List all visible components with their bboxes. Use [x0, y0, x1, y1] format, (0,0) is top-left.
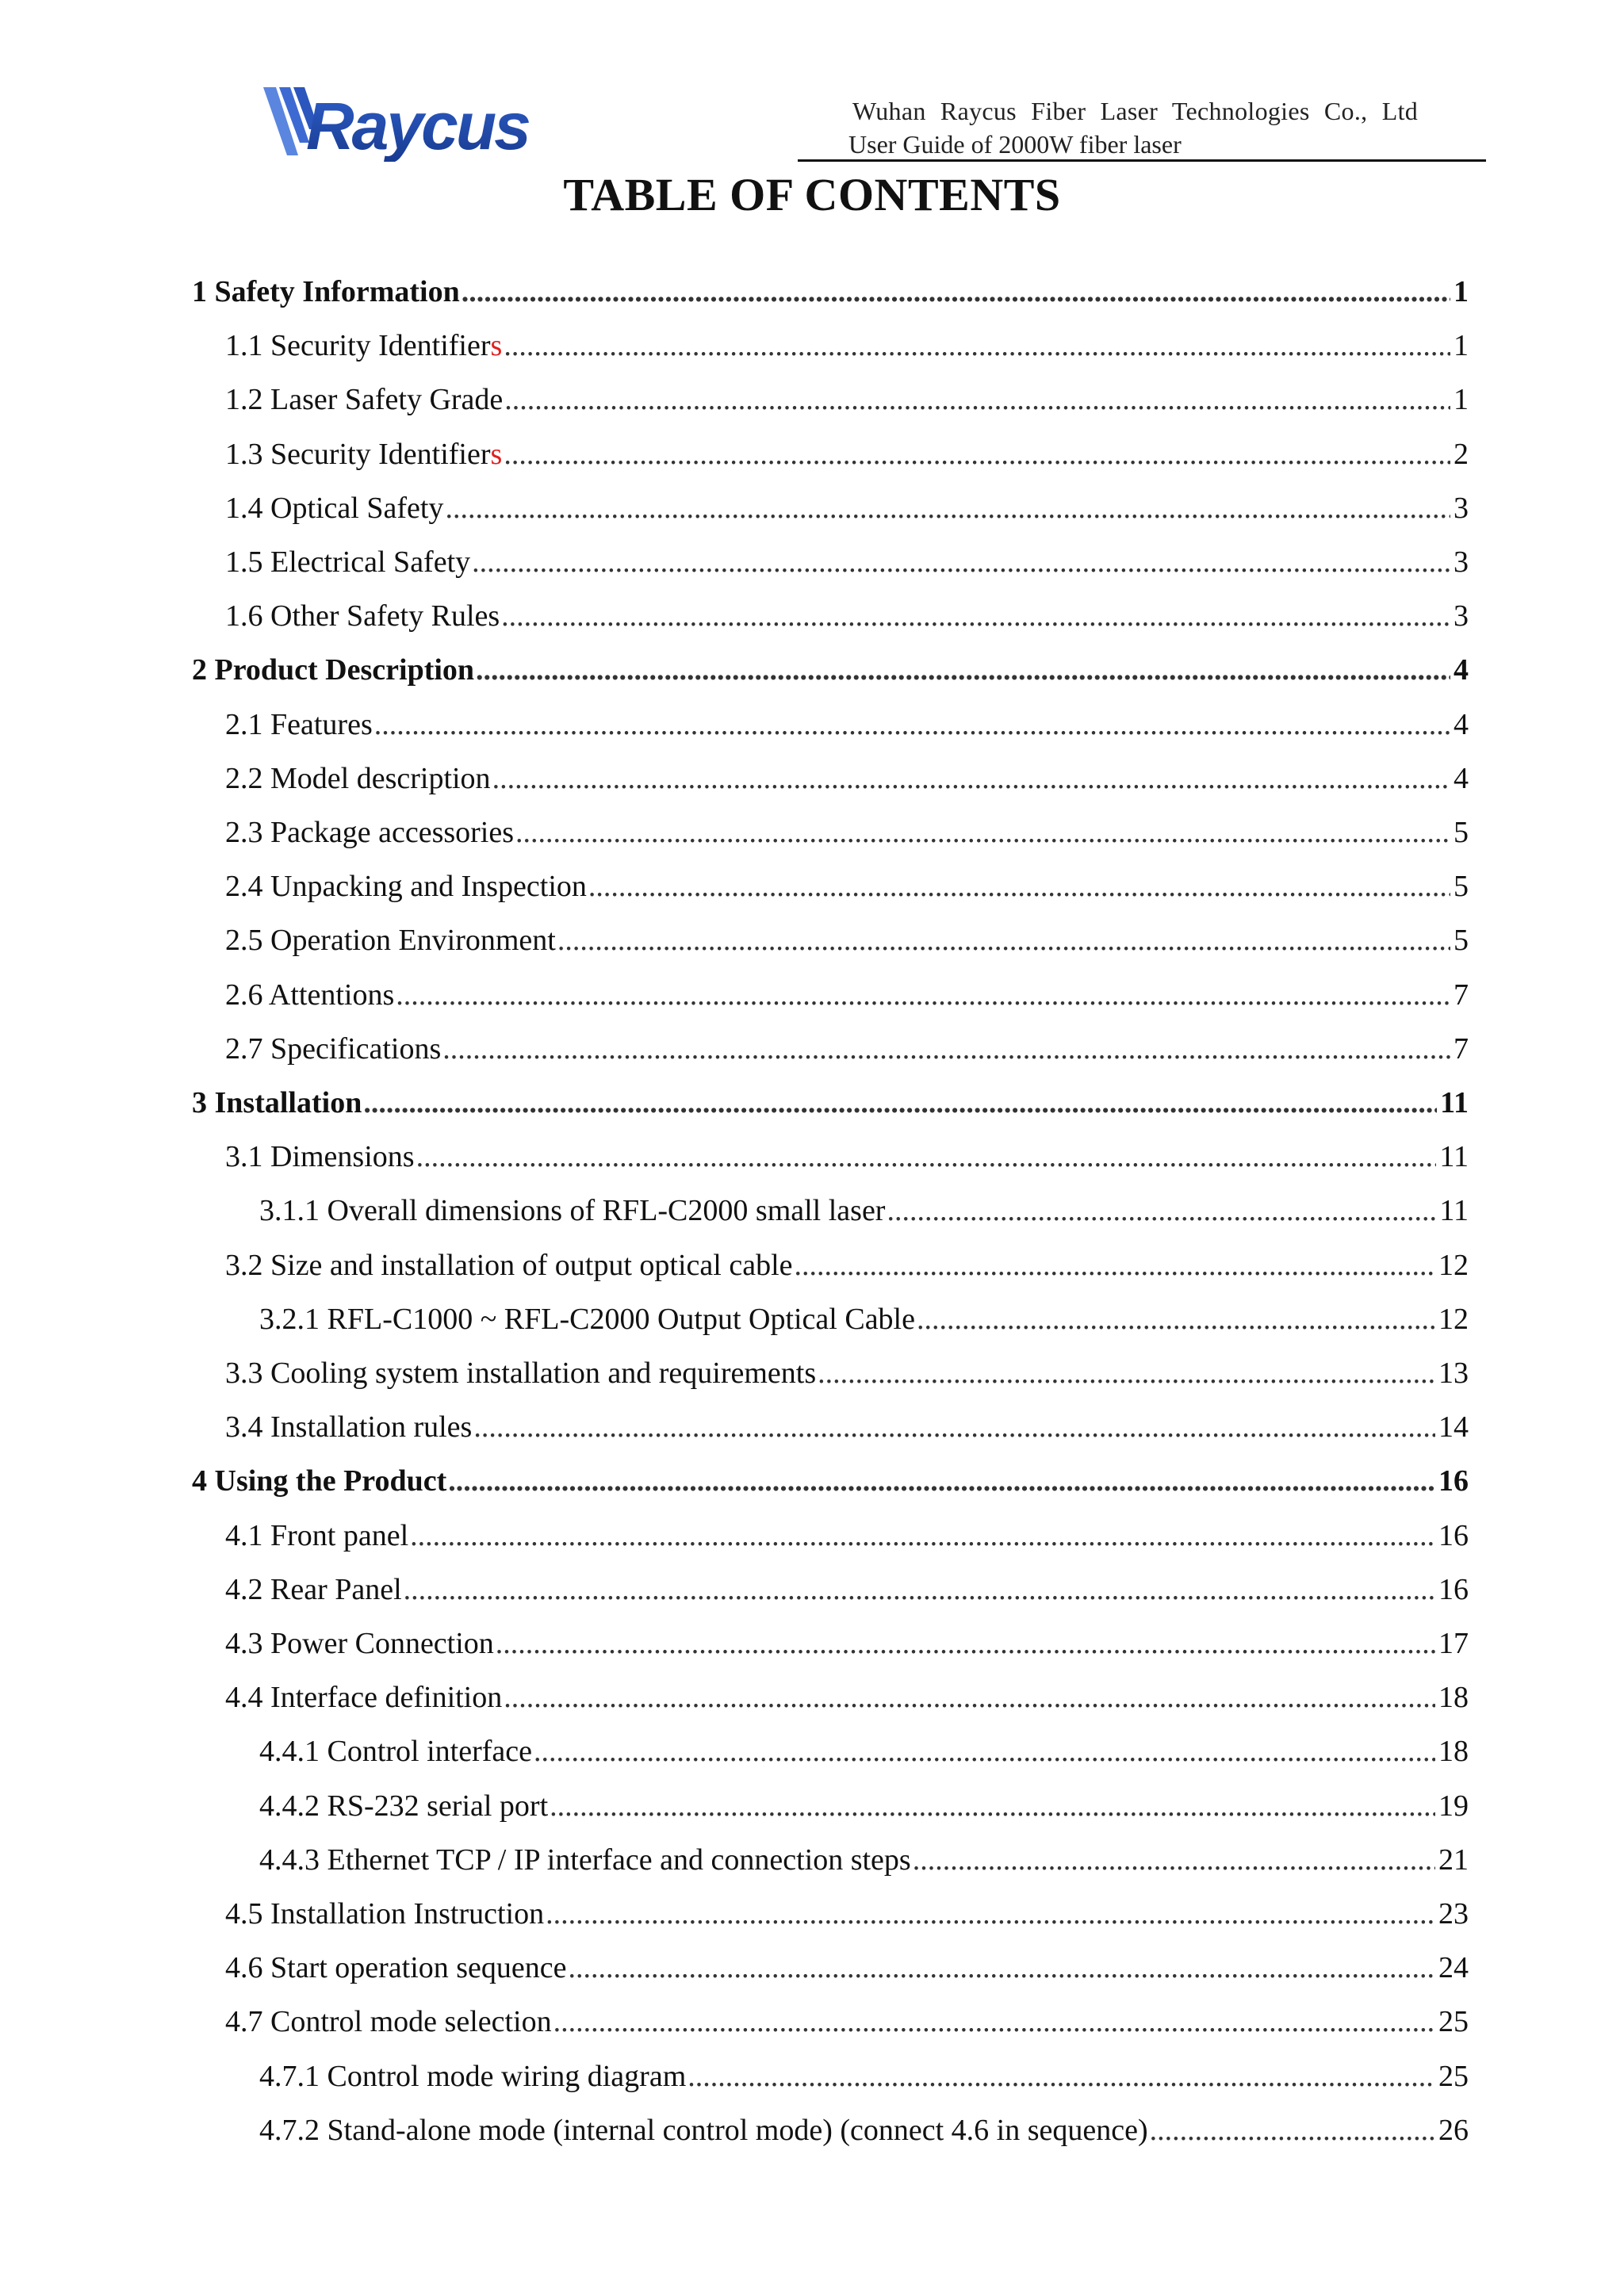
- toc-entry-label: 4.5 Installation Instruction: [225, 1897, 545, 1931]
- toc-dot-leader: [515, 810, 1450, 855]
- toc-entry-page-number: 5: [1454, 816, 1469, 849]
- toc-entry[interactable]: [192, 1081, 1469, 1135]
- toc-entry[interactable]: [225, 1621, 1469, 1675]
- toc-dot-leader: [472, 540, 1450, 584]
- toc-entry-label: 2.4 Unpacking and Inspection: [225, 870, 587, 904]
- toc-entry[interactable]: [225, 1946, 1469, 1999]
- toc-dot-leader: [476, 648, 1450, 692]
- toc-entry[interactable]: [225, 323, 1469, 377]
- toc-dot-leader: [504, 323, 1450, 368]
- toc-dot-leader: [504, 432, 1450, 476]
- toc-entry-label: 2.3 Package accessories: [225, 816, 515, 849]
- toc-entry[interactable]: [225, 540, 1469, 594]
- toc-entry[interactable]: [192, 1459, 1469, 1513]
- toc-entry[interactable]: [259, 2054, 1469, 2108]
- header-guide-title: User Guide of 2000W fiber laser: [848, 130, 1182, 159]
- toc-dot-leader: [887, 1188, 1436, 1233]
- toc-dot-leader: [462, 270, 1450, 314]
- toc-entry-label: 1 Safety Information: [192, 275, 460, 308]
- toc-entry-page-number: 1: [1454, 275, 1469, 308]
- toc-entry-page-number: 23: [1438, 1897, 1469, 1931]
- page-title: TABLE OF CONTENTS: [563, 169, 1061, 220]
- toc-entry[interactable]: [225, 594, 1469, 648]
- toc-dot-leader: [688, 2054, 1435, 2099]
- toc-entry-page-number: 5: [1454, 924, 1469, 958]
- toc-entry[interactable]: [225, 377, 1469, 431]
- toc-dot-leader: [396, 973, 1450, 1017]
- toc-dot-leader: [492, 756, 1450, 801]
- toc-entry-label: 1.1 Security Identifiers: [225, 329, 503, 363]
- toc-entry[interactable]: [225, 1892, 1469, 1946]
- toc-dot-leader: [917, 1297, 1435, 1341]
- toc-dot-leader: [534, 1729, 1435, 1774]
- toc-entry-label: 4.1 Front panel: [225, 1518, 409, 1552]
- toc-entry-label: 4.3 Power Connection: [225, 1627, 494, 1660]
- toc-dot-leader: [818, 1351, 1435, 1395]
- toc-entry-page-number: 3: [1454, 599, 1469, 633]
- toc-entry-label: 1.6 Other Safety Rules: [225, 599, 500, 633]
- toc-dot-leader: [473, 1405, 1435, 1449]
- toc-entry-page-number: 2: [1454, 437, 1469, 471]
- toc-entry[interactable]: [225, 864, 1469, 918]
- toc-entry-page-number: 18: [1438, 1735, 1469, 1769]
- toc-dot-leader: [913, 1838, 1435, 1882]
- toc-entry-page-number: 17: [1438, 1627, 1469, 1660]
- toc-entry[interactable]: [225, 702, 1469, 756]
- toc-entry[interactable]: [259, 1838, 1469, 1892]
- toc-entry-label: 2.5 Operation Environment: [225, 924, 556, 958]
- toc-entry-label: 1.3 Security Identifiers: [225, 437, 503, 471]
- toc-dot-leader: [501, 594, 1450, 638]
- toc-entry-page-number: 25: [1438, 2059, 1469, 2093]
- toc-entry-page-number: 16: [1438, 1464, 1469, 1498]
- toc-entry[interactable]: [259, 1188, 1469, 1242]
- toc-entry[interactable]: [192, 270, 1469, 323]
- toc-entry-label: 4.4 Interface definition: [225, 1681, 503, 1715]
- toc-entry-label: 3.1 Dimensions: [225, 1140, 415, 1174]
- toc-entry-red-suffix: s: [490, 437, 503, 471]
- toc-entry[interactable]: [225, 1243, 1469, 1297]
- toc-entry-label: 3.3 Cooling system installation and requirements: [225, 1357, 817, 1390]
- toc-entry[interactable]: [225, 1567, 1469, 1621]
- toc-entry-label: 1.2 Laser Safety Grade: [225, 383, 504, 417]
- toc-entry-label: 4.7.2 Stand-alone mode (internal control mode) (connect 4.6 in sequence): [259, 2113, 1148, 2147]
- toc-entry-page-number: 21: [1438, 1843, 1469, 1877]
- toc-dot-leader: [404, 1567, 1435, 1612]
- toc-entry[interactable]: [225, 810, 1469, 864]
- toc-dot-leader: [363, 1081, 1437, 1125]
- toc-entry-label: 2.6 Attentions: [225, 978, 395, 1012]
- toc-entry-page-number: 12: [1438, 1248, 1469, 1282]
- toc-entry-page-number: 4: [1454, 707, 1469, 741]
- toc-entry-page-number: 4: [1454, 761, 1469, 795]
- toc-entry-label: 1.5 Electrical Safety: [225, 545, 471, 579]
- toc-entry-page-number: 11: [1439, 1194, 1469, 1228]
- toc-entry-page-number: 16: [1438, 1572, 1469, 1606]
- toc-entry-page-number: 1: [1454, 383, 1469, 417]
- toc-entry-page-number: 24: [1438, 1951, 1469, 1985]
- toc-entry-label: 2 Product Description: [192, 653, 475, 687]
- toc-entry-label: 3.2.1 RFL-C1000 ~ RFL-C2000 Output Optical Cable: [259, 1302, 915, 1336]
- header-rule: [798, 159, 1486, 162]
- toc-entry[interactable]: [225, 432, 1469, 486]
- toc-entry[interactable]: [225, 756, 1469, 810]
- header-company: Wuhan Raycus Fiber Laser Technologies Co., Ltd: [852, 97, 1419, 125]
- toc-dot-leader: [496, 1621, 1435, 1666]
- toc-entry-page-number: 14: [1438, 1410, 1469, 1445]
- toc-entry-page-number: 16: [1438, 1518, 1469, 1552]
- logo-wordmark: Raycus: [306, 89, 529, 162]
- toc-entry-label: 4.6 Start operation sequence: [225, 1951, 567, 1985]
- toc-entry[interactable]: [225, 486, 1469, 540]
- toc-entry-label: 4.2 Rear Panel: [225, 1572, 402, 1606]
- toc-dot-leader: [416, 1135, 1437, 1179]
- toc-entry-page-number: 18: [1438, 1681, 1469, 1715]
- toc-entry[interactable]: [259, 1297, 1469, 1351]
- toc-entry[interactable]: [225, 1513, 1469, 1567]
- toc-entry-label: 4.7.1 Control mode wiring diagram: [259, 2059, 687, 2093]
- toc-entry-label: 4.4.3 Ethernet TCP / IP interface and connection steps: [259, 1843, 911, 1877]
- toc-entry-label: 3.4 Installation rules: [225, 1410, 473, 1445]
- toc-entry[interactable]: [259, 2108, 1469, 2162]
- toc-entry-label: 3 Installation: [192, 1086, 362, 1119]
- toc-dot-leader: [374, 702, 1450, 747]
- toc-entry-page-number: 4: [1454, 653, 1469, 687]
- toc-dot-leader: [546, 1892, 1435, 1936]
- toc-entry[interactable]: [225, 1135, 1469, 1188]
- toc-dot-leader: [445, 486, 1450, 530]
- toc-dot-leader: [588, 864, 1450, 909]
- toc-entry-page-number: 11: [1439, 1140, 1469, 1174]
- toc-entry-page-number: 11: [1440, 1086, 1469, 1119]
- toc-entry[interactable]: [192, 648, 1469, 702]
- toc-entry-label: 1.4 Optical Safety: [225, 491, 444, 525]
- toc-entry[interactable]: [225, 1675, 1469, 1729]
- toc-entry-label: 3.1.1 Overall dimensions of RFL-C2000 small laser: [259, 1194, 886, 1228]
- toc-entry[interactable]: [225, 1999, 1469, 2053]
- toc-entry-page-number: 3: [1454, 545, 1469, 579]
- toc-dot-leader: [795, 1243, 1436, 1288]
- toc-entry-page-number: 5: [1454, 870, 1469, 904]
- toc-entry-page-number: 13: [1438, 1357, 1469, 1390]
- toc-entry-page-number: 7: [1454, 1031, 1469, 1066]
- toc-dot-leader: [410, 1513, 1435, 1558]
- toc-entry-label: 3.2 Size and installation of output optical cable: [225, 1248, 793, 1282]
- toc-entry-page-number: 3: [1454, 491, 1469, 525]
- toc-entry-label: 2.7 Specifications: [225, 1031, 442, 1066]
- toc-dot-leader: [1150, 2108, 1435, 2152]
- toc-dot-leader: [504, 377, 1450, 422]
- toc-entry[interactable]: [225, 1027, 1469, 1081]
- toc-entry-label: 4 Using the Product: [192, 1464, 447, 1498]
- toc-entry-label: 2.1 Features: [225, 707, 373, 741]
- toc-entry-page-number: 12: [1438, 1302, 1469, 1336]
- toc-entry-page-number: 7: [1454, 978, 1469, 1012]
- toc-entry-label: 4.4.2 RS-232 serial port: [259, 1789, 549, 1823]
- toc-entry[interactable]: [225, 918, 1469, 972]
- toc-entry-red-suffix: s: [490, 329, 503, 363]
- toc-dot-leader: [553, 1999, 1435, 2044]
- toc-dot-leader: [442, 1027, 1450, 1071]
- toc-dot-leader: [504, 1675, 1435, 1720]
- toc-dot-leader: [448, 1459, 1435, 1503]
- toc-entry-label: 4.7 Control mode selection: [225, 2005, 552, 2039]
- toc-entry-page-number: 26: [1438, 2113, 1469, 2147]
- toc-entry-page-number: 1: [1454, 329, 1469, 363]
- toc-dot-leader: [550, 1784, 1435, 1828]
- toc-dot-leader: [557, 918, 1450, 962]
- toc-entry[interactable]: [225, 1351, 1469, 1405]
- toc-entry[interactable]: [259, 1784, 1469, 1838]
- toc-dot-leader: [569, 1946, 1435, 1990]
- toc-entry[interactable]: [225, 1405, 1469, 1459]
- toc-entry[interactable]: [259, 1729, 1469, 1783]
- toc-entry-page-number: 25: [1438, 2005, 1469, 2039]
- toc-entry-label: 4.4.1 Control interface: [259, 1735, 533, 1769]
- toc-entry-page-number: 19: [1438, 1789, 1469, 1823]
- raycus-logo: [263, 86, 573, 162]
- toc-entry-label: 2.2 Model description: [225, 761, 491, 795]
- toc-entry[interactable]: [225, 973, 1469, 1027]
